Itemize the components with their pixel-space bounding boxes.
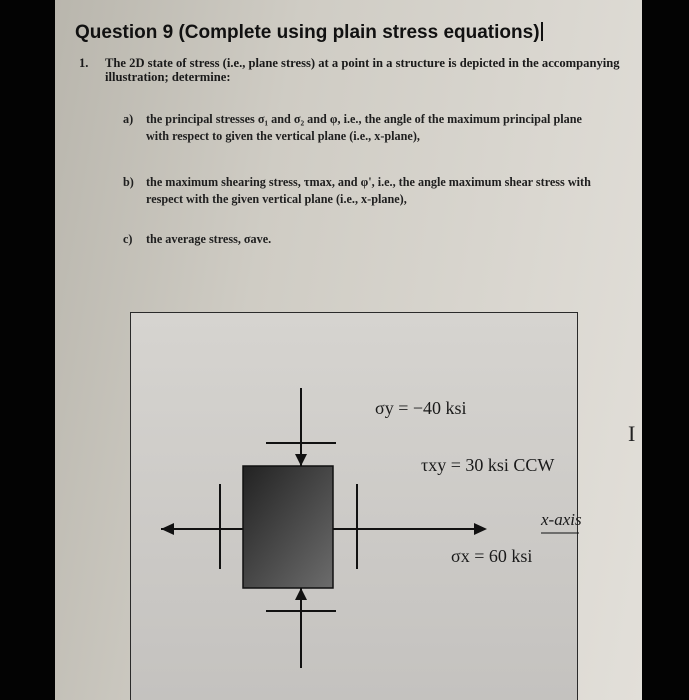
part-b-label: b) — [123, 175, 134, 189]
stress-element-square — [243, 466, 333, 588]
sigma-y-bottom-arrowhead — [295, 588, 307, 600]
tau-xy-label: τxy = 30 ksi CCW — [421, 455, 555, 475]
sigma-y-label: σy = −40 ksi — [375, 398, 467, 418]
text-caret — [541, 22, 543, 41]
sigma-x-left-arrowhead — [161, 523, 174, 535]
sigma-y-top-arrowhead — [295, 454, 307, 466]
part-b-text: the maximum shearing stress, τmax, and φ', i.e., the angle maximum shear stress with respect with the given vertical plane (i.e., x-plane), — [146, 175, 591, 206]
text-cursor-icon: I — [628, 421, 636, 446]
item-number: 1. — [79, 56, 89, 70]
part-a-text: the principal stresses σ₁ and σ₂ and φ, i.e., the angle of the maximum principal plane with respect to given the vertical plane (i.e., x-plane), — [146, 112, 582, 143]
part-c-label: c) — [123, 232, 133, 246]
stress-diagram — [131, 313, 579, 700]
sigma-x-label: σx = 60 ksi — [451, 546, 533, 566]
stress-element-figure — [130, 312, 582, 700]
document-page — [55, 0, 642, 700]
question-title: Question 9 (Complete using plain stress equations) — [75, 22, 543, 44]
sigma-x-right-arrowhead — [474, 523, 487, 535]
x-axis-label: x-axis — [541, 510, 582, 529]
item-text: The 2D state of stress (i.e., plane stress) at a point in a structure is depicted in the accompanying illustration; determine: — [105, 56, 620, 84]
part-c-text: the average stress, σave. — [146, 232, 272, 246]
part-a-label: a) — [123, 112, 134, 126]
